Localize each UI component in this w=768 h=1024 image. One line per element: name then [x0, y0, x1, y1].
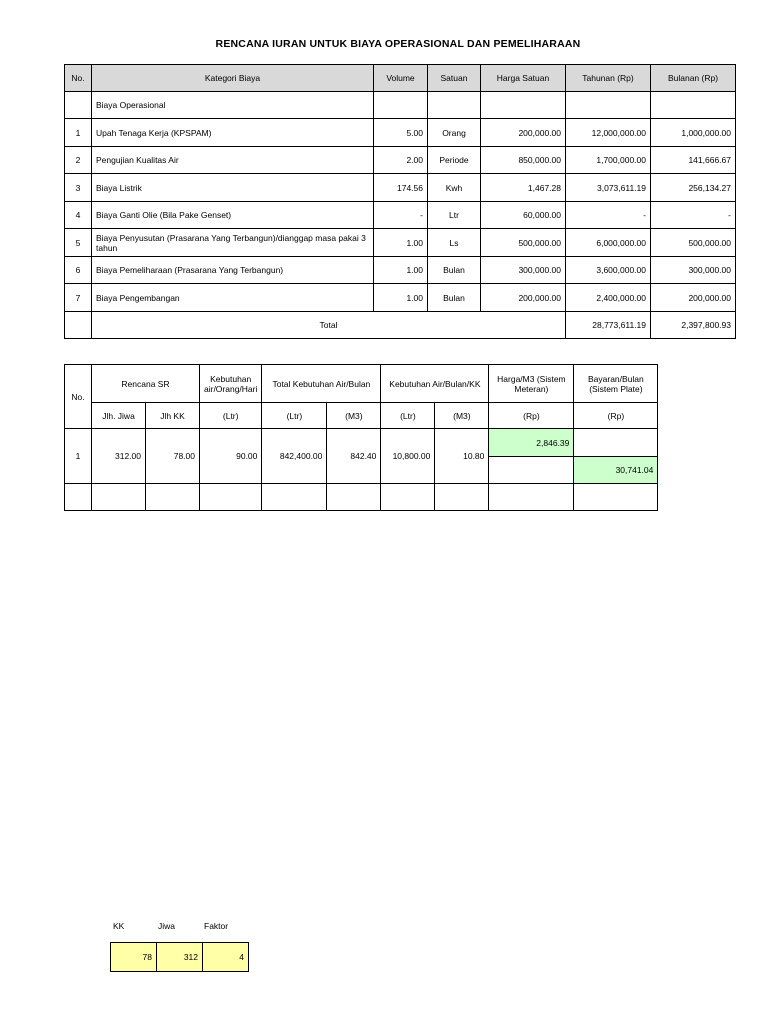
table-row: 1 Upah Tenaga Kerja (KPSPAM) 5.00 Orang 200,000.00 12,000,000.00 1,000,000.00: [65, 119, 736, 147]
table-row: 4 Biaya Ganti Olie (Bila Pake Genset) - Ltr 60,000.00 - -: [65, 202, 736, 229]
empty-row: [65, 484, 658, 511]
bayaran-value: 30,741.04: [574, 457, 658, 484]
header-satuan: Satuan: [428, 65, 481, 92]
header-bayaran: Bayaran/Bulan (Sistem Plate): [574, 365, 658, 403]
table-row: 6 Biaya Pemeliharaan (Prasarana Yang Terbangun) 1.00 Bulan 300,000.00 3,600,000.00 300,000.00: [65, 257, 736, 284]
header-rencana-sr: Rencana SR: [92, 365, 200, 403]
label-faktor: Faktor: [204, 921, 229, 931]
table-row: 1 312.00 78.00 90.00 842,400.00 842.40 10,800.00 10.80 2,846.39: [65, 429, 658, 457]
header-volume: Volume: [374, 65, 428, 92]
header-total-kebutuhan: Total Kebutuhan Air/Bulan: [262, 365, 381, 403]
total-tahunan: 28,773,611.19: [566, 312, 651, 339]
table-header-row: [65, 365, 658, 403]
total-label: Total: [92, 312, 566, 339]
faktor-table: [110, 942, 249, 972]
header-harga-m3: Harga/M3 (Sistem Meteran): [489, 365, 574, 403]
table-row: 7 Biaya Pengembangan 1.00 Bulan 200,000.00 2,400,000.00 200,000.00: [65, 284, 736, 312]
header-harga-satuan: Harga Satuan: [481, 65, 566, 92]
table-row: 2 Pengujian Kualitas Air 2.00 Periode 850,000.00 1,700,000.00 141,666.67: [65, 147, 736, 174]
table-header-row: [65, 65, 736, 92]
table-row: 3 Biaya Listrik 174.56 Kwh 1,467.28 3,073,611.19 256,134.27: [65, 174, 736, 202]
section-label: Biaya Operasional: [92, 92, 374, 119]
header-kebutuhan-orang: Kebutuhan air/Orang/Hari: [200, 365, 262, 403]
harga-m3-value: 2,846.39: [489, 429, 574, 457]
section-row: [65, 92, 736, 119]
total-bulanan: 2,397,800.93: [651, 312, 736, 339]
kk-value: 78: [111, 943, 157, 972]
kebutuhan-air-table: [64, 364, 658, 511]
total-row: [65, 312, 736, 339]
faktor-value: 4: [203, 943, 249, 972]
table-row: 5 Biaya Penyusutan (Prasarana Yang Terbangun)/dianggap masa pakai 3 tahun 1.00 Ls 500,000.00 6,000,000.00 500,000.00: [65, 229, 736, 257]
label-jiwa: Jiwa: [158, 921, 176, 931]
header-no: No.: [65, 65, 92, 92]
header-bulanan: Bulanan (Rp): [651, 65, 736, 92]
header-kategori: Kategori Biaya: [92, 65, 374, 92]
biaya-table: [64, 64, 736, 339]
table-subheader-row: Jlh. Jiwa Jlh KK (Ltr) (Ltr) (M3) (Ltr) (M3) (Rp) (Rp): [65, 403, 658, 429]
jiwa-value: 312: [157, 943, 203, 972]
header-no: No.: [65, 365, 92, 429]
label-kk: KK: [113, 921, 125, 931]
page-title: RENCANA IURAN UNTUK BIAYA OPERASIONAL DAN PEMELIHARAAN: [215, 38, 581, 50]
header-kebutuhan-kk: Kebutuhan Air/Bulan/KK: [381, 365, 489, 403]
header-tahunan: Tahunan (Rp): [566, 65, 651, 92]
